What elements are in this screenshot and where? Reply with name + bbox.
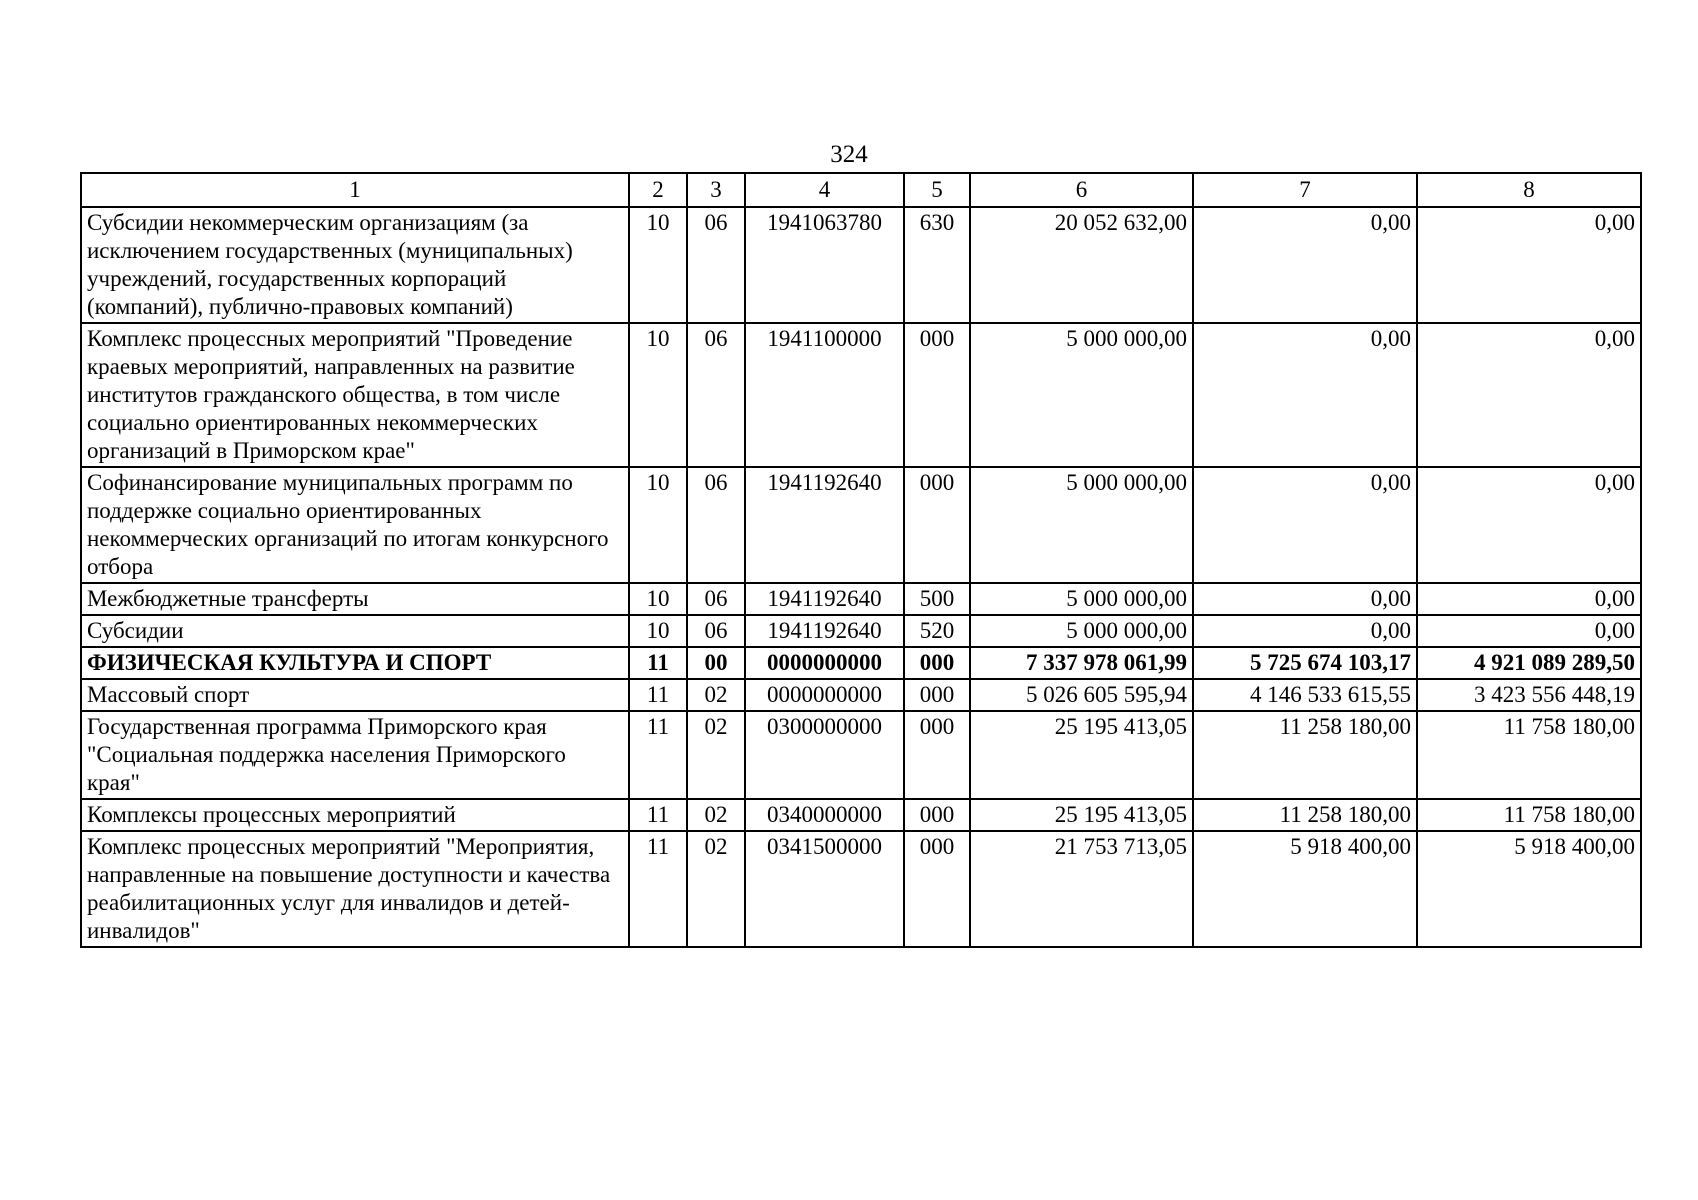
amount-cell-8: 0,00 [1417,467,1641,583]
table-body [81,207,1641,947]
subsection-code-cell: 06 [687,583,745,615]
table-row [81,207,1641,323]
amount-cell-8: 3 423 556 448,19 [1417,679,1641,711]
amount-cell-8: 11 758 180,00 [1417,799,1641,831]
subsection-code-cell: 06 [687,467,745,583]
row-name-cell: Софинансирование муниципальных программ по поддержке социально ориентированных некоммерческих организаций по итогам конкурсного отбора [81,467,629,583]
amount-cell-7: 5 725 674 103,17 [1193,647,1417,679]
expense-type-cell: 500 [904,583,970,615]
amount-cell-6: 20 052 632,00 [970,207,1193,323]
amount-cell-7: 0,00 [1193,207,1417,323]
amount-cell-7: 5 918 400,00 [1193,831,1417,947]
amount-cell-8: 4 921 089 289,50 [1417,647,1641,679]
amount-cell-6: 5 026 605 595,94 [970,679,1193,711]
section-code-cell: 10 [629,207,687,323]
row-name-cell: Комплексы процессных мероприятий [81,799,629,831]
table-row [81,799,1641,831]
section-code-cell: 11 [629,799,687,831]
table-row [81,467,1641,583]
target-code-cell: 0300000000 [745,711,904,799]
row-name-cell: Государственная программа Приморского края "Социальная поддержка населения Приморского края" [81,711,629,799]
section-code-cell: 10 [629,323,687,467]
amount-cell-7: 0,00 [1193,583,1417,615]
amount-cell-7: 0,00 [1193,467,1417,583]
expense-type-cell: 000 [904,679,970,711]
target-code-cell: 0340000000 [745,799,904,831]
table-row [81,679,1641,711]
amount-cell-6: 5 000 000,00 [970,583,1193,615]
subsection-code-cell: 06 [687,207,745,323]
expense-type-cell: 000 [904,647,970,679]
amount-cell-6: 25 195 413,05 [970,799,1193,831]
row-name-cell: Комплекс процессных мероприятий "Мероприятия, направленные на повышение доступности и качества реабилитационных услуг для инвалидов и детей-инвалидов" [81,831,629,947]
amount-cell-6: 21 753 713,05 [970,831,1193,947]
amount-cell-6: 25 195 413,05 [970,711,1193,799]
amount-cell-8: 0,00 [1417,615,1641,647]
subsection-code-cell: 02 [687,799,745,831]
amount-cell-7: 11 258 180,00 [1193,711,1417,799]
amount-cell-6: 5 000 000,00 [970,467,1193,583]
target-code-cell: 0000000000 [745,679,904,711]
header-cell: 2 [629,173,687,207]
target-code-cell: 1941192640 [745,615,904,647]
expense-type-cell: 000 [904,711,970,799]
row-name-cell: Массовый спорт [81,679,629,711]
budget-table [80,172,1642,948]
target-code-cell: 1941063780 [745,207,904,323]
subsection-code-cell: 02 [687,711,745,799]
subsection-code-cell: 02 [687,679,745,711]
table-row [81,831,1641,947]
amount-cell-7: 0,00 [1193,323,1417,467]
table-row [81,711,1641,799]
amount-cell-8: 0,00 [1417,323,1641,467]
amount-cell-8: 0,00 [1417,583,1641,615]
row-name-cell: Субсидии некоммерческим организациям (за исключением государственных (муниципальных) учреждений, государственных корпораций (компаний), публично-правовых компаний) [81,207,629,323]
section-code-cell: 11 [629,679,687,711]
expense-type-cell: 000 [904,467,970,583]
amount-cell-8: 11 758 180,00 [1417,711,1641,799]
amount-cell-6: 5 000 000,00 [970,323,1193,467]
table-row [81,647,1641,679]
target-code-cell: 0341500000 [745,831,904,947]
header-cell: 7 [1193,173,1417,207]
section-code-cell: 11 [629,711,687,799]
header-cell: 4 [745,173,904,207]
target-code-cell: 1941192640 [745,583,904,615]
target-code-cell: 1941192640 [745,467,904,583]
section-code-cell: 11 [629,647,687,679]
expense-type-cell: 000 [904,831,970,947]
table-row [81,615,1641,647]
row-name-cell: ФИЗИЧЕСКАЯ КУЛЬТУРА И СПОРТ [81,647,629,679]
table-row [81,583,1641,615]
section-code-cell: 10 [629,615,687,647]
header-row [81,173,1641,207]
row-name-cell: Комплекс процессных мероприятий "Проведение краевых мероприятий, направленных на развитие институтов гражданского общества, в том числе социально ориентированных некоммерческих организаций в Приморском крае" [81,323,629,467]
expense-type-cell: 000 [904,323,970,467]
subsection-code-cell: 06 [687,615,745,647]
row-name-cell: Субсидии [81,615,629,647]
amount-cell-7: 4 146 533 615,55 [1193,679,1417,711]
target-code-cell: 1941100000 [745,323,904,467]
section-code-cell: 10 [629,583,687,615]
amount-cell-8: 0,00 [1417,207,1641,323]
amount-cell-7: 11 258 180,00 [1193,799,1417,831]
header-cell: 1 [81,173,629,207]
expense-type-cell: 520 [904,615,970,647]
section-code-cell: 10 [629,467,687,583]
amount-cell-6: 5 000 000,00 [970,615,1193,647]
subsection-code-cell: 02 [687,831,745,947]
expense-type-cell: 630 [904,207,970,323]
expense-type-cell: 000 [904,799,970,831]
subsection-code-cell: 06 [687,323,745,467]
header-cell: 8 [1417,173,1641,207]
target-code-cell: 0000000000 [745,647,904,679]
header-cell: 5 [904,173,970,207]
header-cell: 3 [687,173,745,207]
subsection-code-cell: 00 [687,647,745,679]
section-code-cell: 11 [629,831,687,947]
amount-cell-6: 7 337 978 061,99 [970,647,1193,679]
amount-cell-8: 5 918 400,00 [1417,831,1641,947]
row-name-cell: Межбюджетные трансферты [81,583,629,615]
table-row [81,323,1641,467]
header-cell: 6 [970,173,1193,207]
page-number: 324 [830,141,868,168]
amount-cell-7: 0,00 [1193,615,1417,647]
